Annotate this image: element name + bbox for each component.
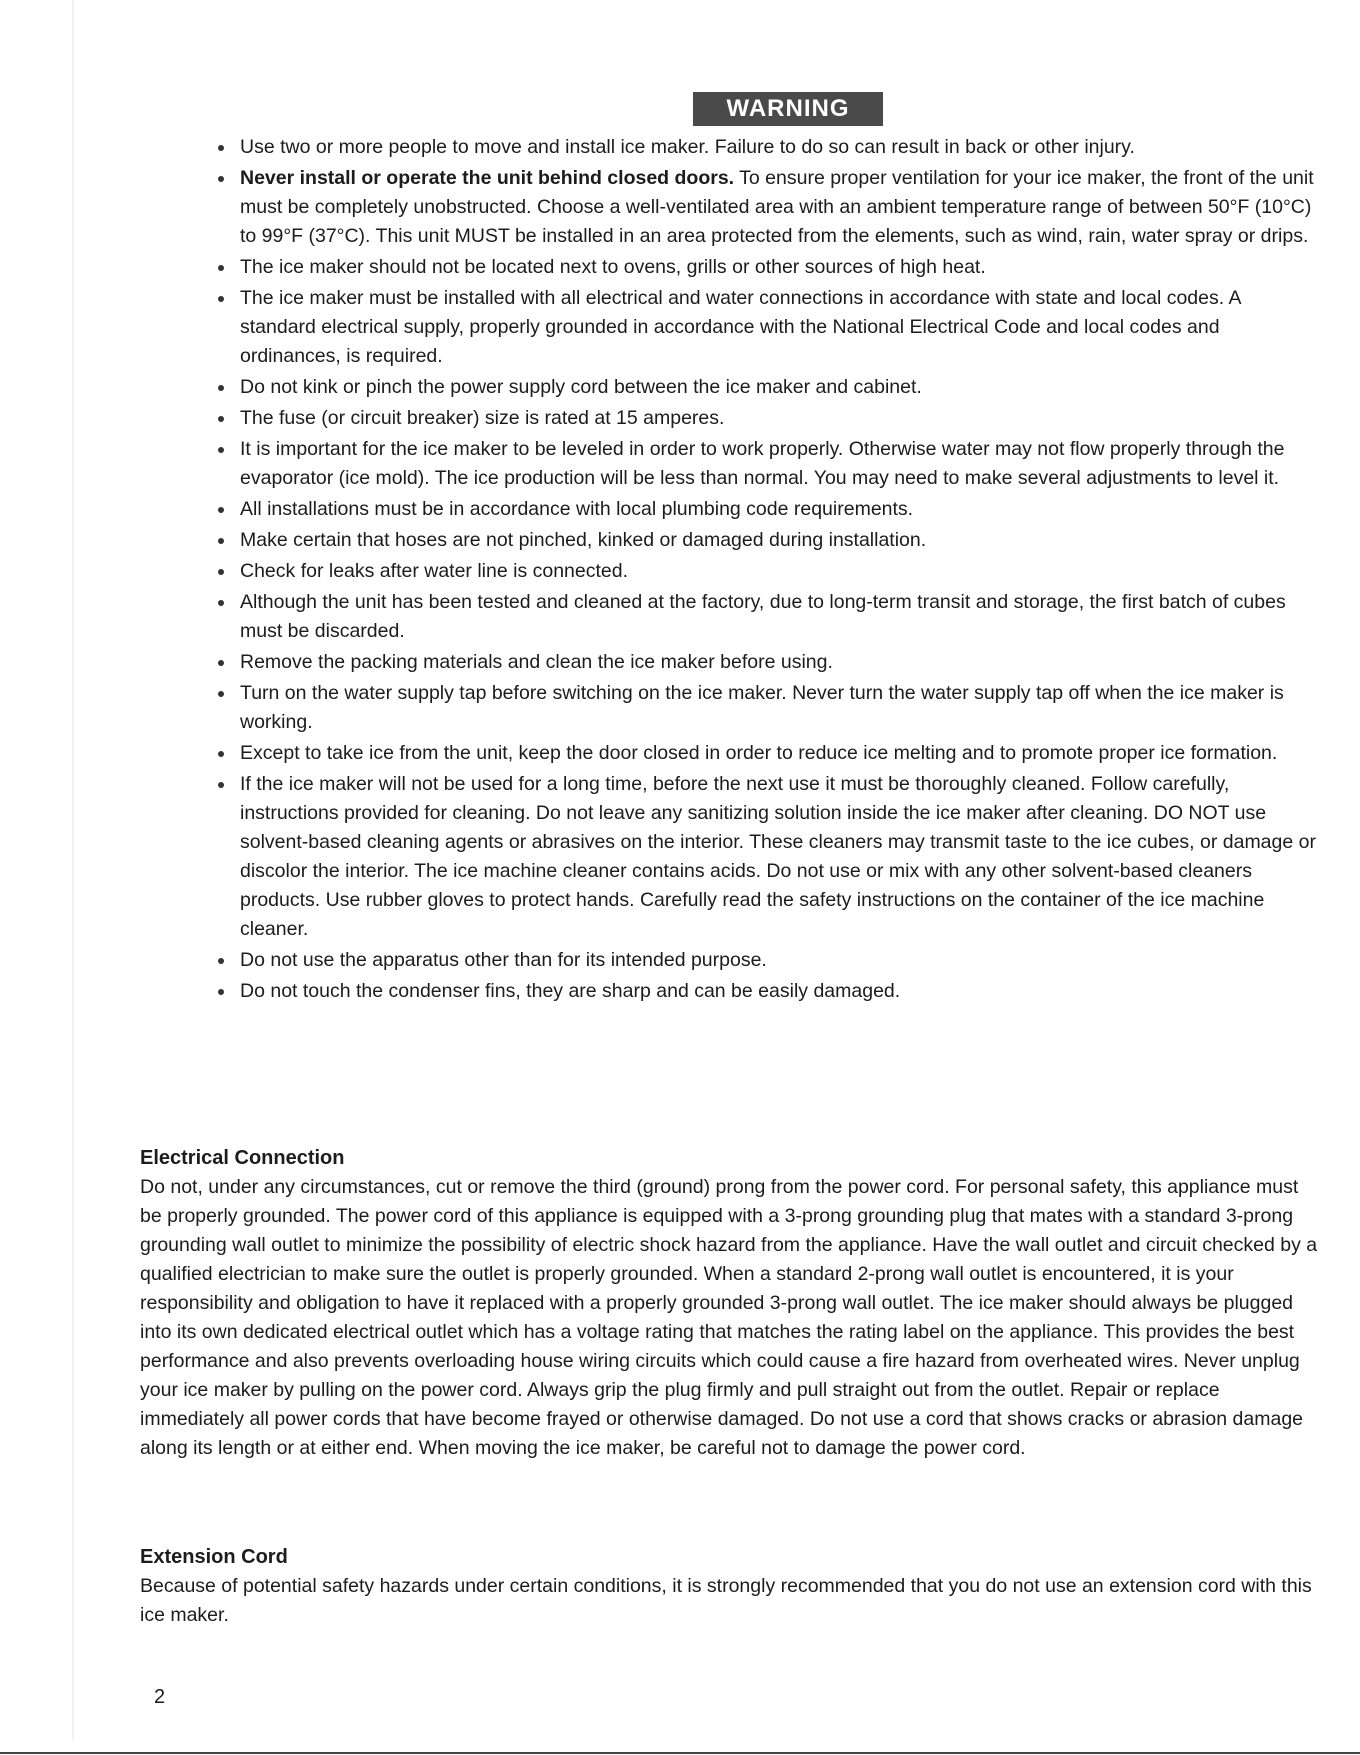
- bullet-item: [208, 770, 1318, 944]
- bullet-item: [208, 253, 1318, 282]
- bullet-item: [208, 526, 1318, 555]
- bullet-dot-icon: [218, 751, 224, 757]
- electrical-connection-body: Do not, under any circumstances, cut or remove the third (ground) prong from the power cord. For personal safety, this appliance must be properly grounded. The power cord of this appliance is equipped with a 3-prong grounding plug that mates with a standard 3-prong grounding wall outlet to minimize the possibility of electric shock hazard from the appliance. Have the wall outlet and circuit checked by a qualified electrician to make sure the outlet is properly grounded. When a standard 2-prong wall outlet is encountered, it is your responsibility and obligation to have it replaced with a properly grounded 3-prong wall outlet. The ice maker should always be plugged into its own dedicated electrical outlet which has a voltage rating that matches the rating label on the appliance. This provides the best performance and also prevents overloading house wiring circuits which could cause a fire hazard from overheated wires. Never unplug your ice maker by pulling on the power cord. Always grip the plug firmly and pull straight out from the outlet. Repair or replace immediately all power cords that have become frayed or otherwise damaged. Do not use a cord that shows cracks or abrasion damage along its length or at either end. When moving the ice maker, be careful not to damage the power cord.: [140, 1176, 1318, 1459]
- bullet-dot-icon: [218, 145, 224, 151]
- bullet-text: Although the unit has been tested and cleaned at the factory, due to long-term transit and storage, the first batch of cubes must be discarded.: [240, 591, 1286, 642]
- bullet-text: The fuse (or circuit breaker) size is rated at 15 amperes.: [240, 407, 725, 429]
- bullet-item: [208, 588, 1318, 646]
- bullet-item: [208, 977, 1318, 1006]
- bullet-dot-icon: [218, 782, 224, 788]
- bullet-dot-icon: [218, 600, 224, 606]
- bullet-dot-icon: [218, 385, 224, 391]
- bullet-item: [208, 373, 1318, 402]
- bullet-text: If the ice maker will not be used for a long time, before the next use it must be thoroughly cleaned. Follow carefully, instructions provided for cleaning. Do not leave any sanitizing solution inside the ice maker after cleaning. DO NOT use solvent-based cleaning agents or abrasives on the interior. These cleaners may transmit taste to the ice cubes, or damage or discolor the interior. The ice machine cleaner contains acids. Do not use or mix with any other solvent-based cleaners products. Use rubber gloves to protect hands. Carefully read the safety instructions on the container of the ice machine cleaner.: [240, 773, 1316, 940]
- bottom-rule: [0, 1752, 1360, 1754]
- bullet-text: Except to take ice from the unit, keep the door closed in order to reduce ice melting and to promote proper ice formation.: [240, 742, 1278, 764]
- bullet-text: Do not kink or pinch the power supply cord between the ice maker and cabinet.: [240, 376, 922, 398]
- bullet-text: Use two or more people to move and install ice maker. Failure to do so can result in back or other injury.: [240, 136, 1135, 158]
- bullet-text: Make certain that hoses are not pinched, kinked or damaged during installation.: [240, 529, 927, 551]
- bullet-dot-icon: [218, 507, 224, 513]
- bullet-item: [208, 739, 1318, 768]
- bullet-dot-icon: [218, 989, 224, 995]
- electrical-connection-heading: Electrical Connection: [140, 1147, 345, 1169]
- bullet-item: [208, 404, 1318, 433]
- bullet-item: [208, 557, 1318, 586]
- bullet-text: All installations must be in accordance with local plumbing code requirements.: [240, 498, 914, 520]
- bullet-text: Do not use the apparatus other than for its intended purpose.: [240, 949, 767, 971]
- bullet-text: To ensure proper ventilation for your ice maker, the front of the unit must be completely unobstructed. Choose a well-ventilated area with an ambient temperature range of between 50°F (10°C) to 99°F (37°C). This unit MUST be installed in an area protected from the elements, such as wind, rain, water spray or drips.: [240, 167, 1314, 247]
- bullet-dot-icon: [218, 447, 224, 453]
- bullet-item: [208, 435, 1318, 493]
- extension-cord-heading: Extension Cord: [140, 1546, 288, 1568]
- bullet-dot-icon: [218, 691, 224, 697]
- bullet-text: Do not touch the condenser fins, they are sharp and can be easily damaged.: [240, 980, 901, 1002]
- extension-cord-body: Because of potential safety hazards under certain conditions, it is strongly recommended that you do not use an extension cord with this ice maker.: [140, 1575, 1312, 1626]
- bullet-text: It is important for the ice maker to be leveled in order to work properly. Otherwise water may not flow properly through the evaporator (ice mold). The ice production will be less than normal. You may need to make several adjustments to level it.: [240, 438, 1285, 489]
- bullet-item: [208, 495, 1318, 524]
- bullet-item: [208, 648, 1318, 677]
- bullet-item: [208, 133, 1318, 162]
- bullet-dot-icon: [218, 660, 224, 666]
- warning-banner: WARNING: [693, 92, 883, 126]
- bullet-item: [208, 284, 1318, 371]
- bullet-text: The ice maker should not be located next to ovens, grills or other sources of high heat.: [240, 256, 986, 278]
- bullet-text: Check for leaks after water line is connected.: [240, 560, 629, 582]
- bullet-text: The ice maker must be installed with all electrical and water connections in accordance with state and local codes. A standard electrical supply, properly grounded in accordance with the National Electrical Code and local codes and ordinances, is required.: [240, 287, 1241, 367]
- bullet-item: [208, 946, 1318, 975]
- bullet-dot-icon: [218, 176, 224, 182]
- bullet-dot-icon: [218, 958, 224, 964]
- bullet-dot-icon: [218, 296, 224, 302]
- bullet-text: Turn on the water supply tap before switching on the ice maker. Never turn the water supply tap off when the ice maker is working.: [240, 682, 1284, 733]
- page-number: 2: [154, 1686, 166, 1708]
- page-edge-shadow: [72, 0, 74, 1740]
- extension-cord-section: [140, 1543, 1320, 1630]
- bullet-dot-icon: [218, 416, 224, 422]
- bullet-item: [208, 164, 1318, 251]
- bullet-text: Remove the packing materials and clean the ice maker before using.: [240, 651, 833, 673]
- bullet-bold-lead: Never install or operate the unit behind closed doors.: [240, 167, 735, 189]
- electrical-connection-section: [140, 1144, 1320, 1463]
- bullet-dot-icon: [218, 569, 224, 575]
- bullet-item: [208, 679, 1318, 737]
- warning-bullet-list: [208, 133, 1318, 1008]
- bullet-dot-icon: [218, 538, 224, 544]
- bullet-dot-icon: [218, 265, 224, 271]
